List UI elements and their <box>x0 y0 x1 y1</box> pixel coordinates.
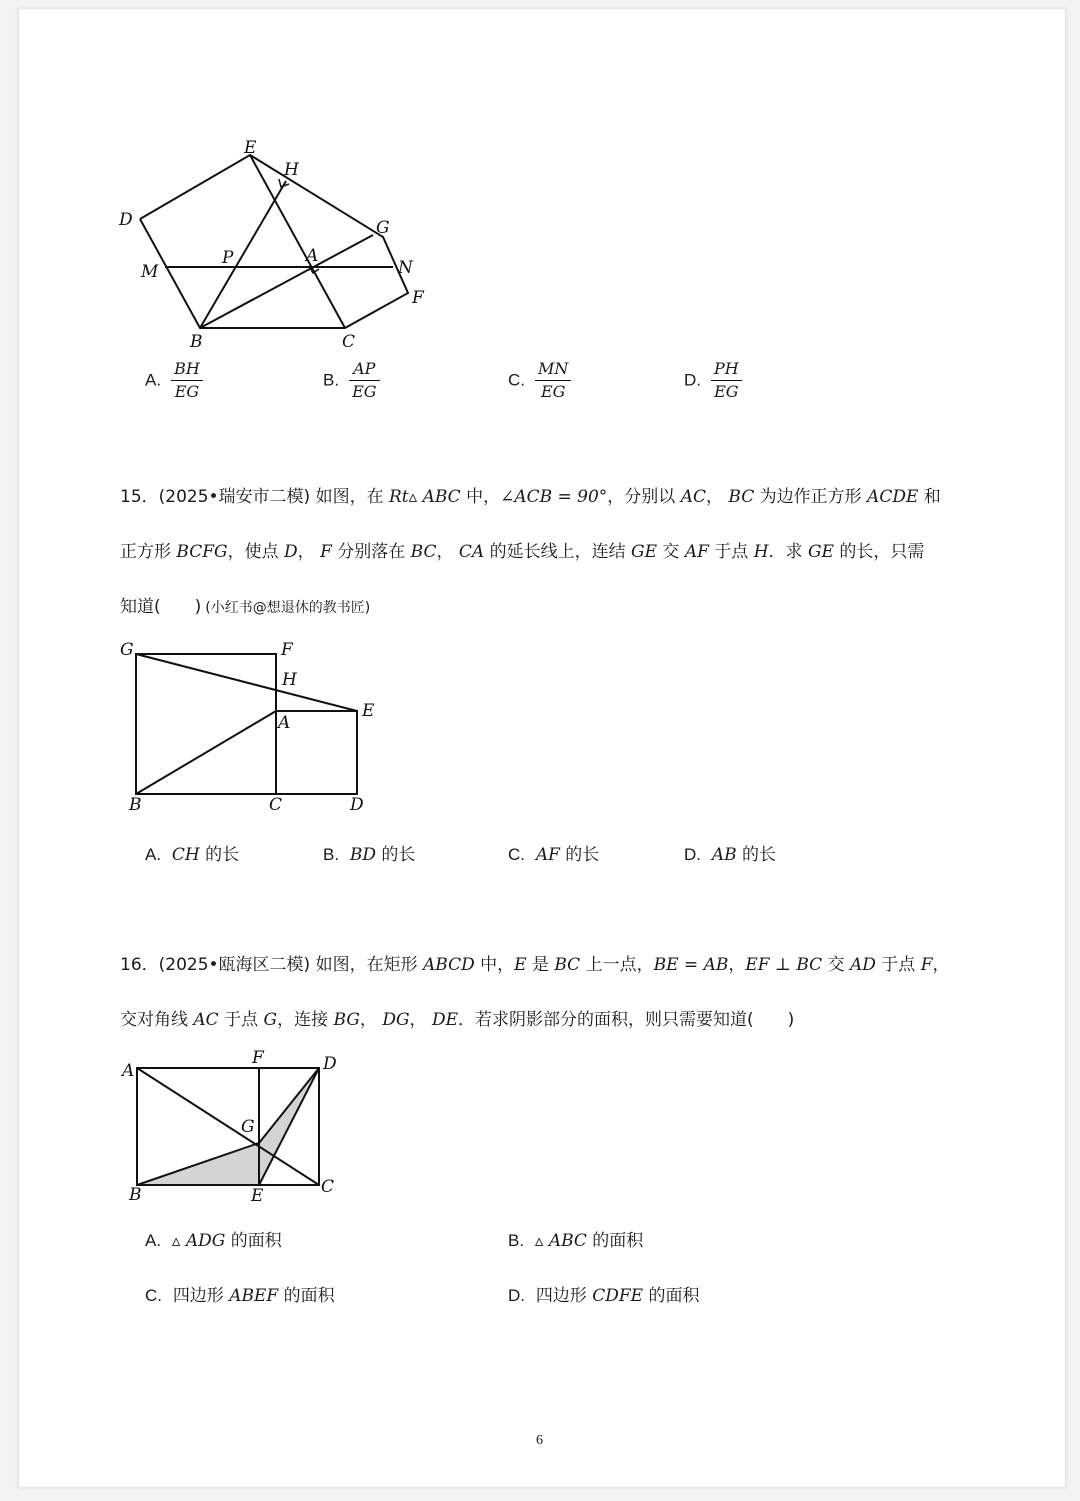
text: ▵ <box>408 487 423 507</box>
text: 正方形 <box>120 542 177 562</box>
math: F <box>920 955 933 975</box>
math: CDFE <box>592 1286 644 1306</box>
option-letter: D. <box>684 845 701 864</box>
math: AB <box>711 845 737 865</box>
text: 中， <box>460 487 501 507</box>
math: ADG <box>185 1231 226 1251</box>
numerator: PH <box>711 358 742 381</box>
option-letter: C. <box>508 845 525 864</box>
q15-label: E <box>362 701 375 721</box>
math: D <box>284 542 298 562</box>
text: ， <box>706 487 729 507</box>
math: DE <box>431 1010 458 1030</box>
q15-label: D <box>350 795 364 815</box>
option-text: 的长 <box>559 845 600 865</box>
option-text: 的面积 <box>278 1286 335 1306</box>
q16-option-b[interactable] <box>508 1226 643 1251</box>
math: EF ⊥ BC <box>745 955 823 975</box>
text: ， <box>436 542 459 562</box>
option-letter: C. <box>508 370 525 390</box>
q14-label: C <box>342 332 356 352</box>
math: H <box>753 542 769 562</box>
math: ABC <box>548 1231 587 1251</box>
text: 中， <box>474 955 515 975</box>
q14-label: H <box>284 160 299 180</box>
math: BCFG <box>176 542 228 562</box>
text: 为边作正方形 <box>754 487 868 507</box>
text: 的长，只需 <box>833 542 925 562</box>
q15-label: C <box>269 795 283 815</box>
text: 15．(2025•瑞安市二模) 如图，在 <box>120 487 389 507</box>
math: BG <box>333 1010 360 1030</box>
q14-label: N <box>398 258 413 278</box>
option-letter: B. <box>323 370 340 390</box>
q16-option-a[interactable] <box>145 1226 282 1251</box>
option-letter: A. <box>145 1231 162 1250</box>
q16-label: B <box>129 1185 142 1205</box>
math: E <box>514 955 527 975</box>
option-letter: D. <box>684 370 701 390</box>
q16-label: G <box>241 1117 255 1137</box>
math: ABCD <box>423 955 475 975</box>
option-letter: D. <box>508 1286 525 1305</box>
q14-label: M <box>141 262 159 282</box>
text: 于点 <box>708 542 754 562</box>
math: GE <box>631 542 658 562</box>
option-text: 的面积 <box>225 1231 282 1251</box>
math: BC <box>410 542 437 562</box>
option-prefix: 四边形 <box>172 1286 230 1306</box>
math: ABEF <box>229 1286 279 1306</box>
q14-label: B <box>190 332 203 352</box>
math: AF <box>535 845 560 865</box>
math: ABC <box>422 487 461 507</box>
option-prefix: ▵ <box>534 1231 549 1251</box>
math: Rt <box>389 487 409 507</box>
text: 知道( ) <box>120 597 202 617</box>
denominator: EG <box>174 382 200 401</box>
text: ， <box>297 542 321 562</box>
text: 交 <box>657 542 685 562</box>
math: AC <box>193 1010 219 1030</box>
option-text: 的长 <box>199 845 240 865</box>
q14-label: F <box>412 288 424 308</box>
text: 16．(2025•瓯海区二模) 如图，在矩形 <box>120 955 423 975</box>
q14-label: A <box>306 246 319 266</box>
page-number: 6 <box>536 1433 543 1448</box>
option-letter: A. <box>145 370 162 390</box>
q16-option-c[interactable] <box>145 1281 335 1306</box>
option-letter: A. <box>145 845 162 864</box>
text: ， <box>409 1010 432 1030</box>
math: BD <box>349 845 376 865</box>
math: BC <box>554 955 581 975</box>
text: 上一点， <box>580 955 654 975</box>
numerator: BH <box>171 358 203 381</box>
q14-label: G <box>376 218 390 238</box>
q16-label: E <box>251 1186 264 1206</box>
text: ，使点 <box>227 542 285 562</box>
text: ，分别以 <box>607 487 681 507</box>
option-prefix: ▵ <box>171 1231 186 1251</box>
q15-label: F <box>281 640 293 660</box>
option-letter: B. <box>508 1231 525 1250</box>
option-prefix: 四边形 <box>535 1286 593 1306</box>
text: ， <box>728 955 746 975</box>
text: 交 <box>822 955 850 975</box>
numerator: AP <box>349 358 379 381</box>
option-letter: B. <box>323 845 340 864</box>
math: G <box>263 1010 278 1030</box>
option-text: 的面积 <box>586 1231 644 1251</box>
text: ， <box>932 955 950 975</box>
math: AD <box>849 955 876 975</box>
q16-label: C <box>321 1177 335 1197</box>
q15-label: G <box>120 640 134 660</box>
option-letter: C. <box>145 1286 162 1305</box>
q14-label: E <box>244 138 257 158</box>
watermark-note: (小红书@想退休的教书匠) <box>205 600 371 616</box>
text: ， <box>359 1010 383 1030</box>
denominator: EG <box>714 382 739 401</box>
denominator: EG <box>352 382 377 401</box>
q15-label: A <box>278 713 291 733</box>
text: 和 <box>918 487 941 507</box>
denominator: EG <box>540 382 566 401</box>
q15-label: B <box>129 795 142 815</box>
option-text: 的面积 <box>643 1286 700 1306</box>
text: 交对角线 <box>120 1010 194 1030</box>
text: ，连接 <box>277 1010 334 1030</box>
math: GE <box>807 542 834 562</box>
math: CA <box>458 542 485 562</box>
text: 于点 <box>218 1010 264 1030</box>
text: 分别落在 <box>331 542 411 562</box>
text: ．若求阴影部分的面积，则只需要知道( ) <box>457 1010 795 1030</box>
option-text: 的长 <box>376 845 416 865</box>
math: DG <box>382 1010 410 1030</box>
q14-label: P <box>222 248 234 268</box>
numerator: MN <box>535 358 571 381</box>
text: 于点 <box>875 955 921 975</box>
text: ．求 <box>768 542 808 562</box>
text: 是 <box>526 955 555 975</box>
q15-label: H <box>282 670 297 690</box>
math: ACDE <box>867 487 919 507</box>
math: AF <box>684 542 709 562</box>
math: BE = AB <box>653 955 729 975</box>
option-text: 的长 <box>736 845 776 865</box>
q16-label: F <box>252 1048 264 1068</box>
q16-label: D <box>323 1054 337 1074</box>
math: BC <box>728 487 755 507</box>
math: CH <box>171 845 200 865</box>
math: AC <box>680 487 706 507</box>
q16-option-d[interactable] <box>508 1281 699 1306</box>
q16-label: A <box>122 1061 135 1081</box>
q14-label: D <box>119 210 133 230</box>
text: 的延长线上，连结 <box>484 542 632 562</box>
math: ∠ACB = 90° <box>500 487 608 507</box>
math: F <box>320 542 332 562</box>
